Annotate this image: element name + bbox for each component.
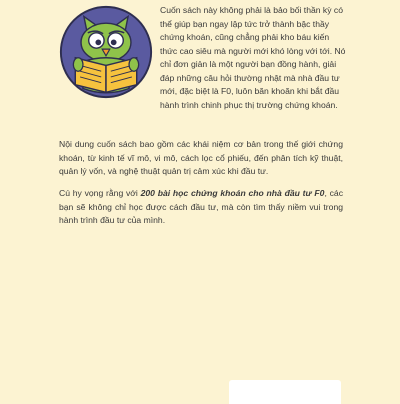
closing-paragraph [59, 187, 343, 228]
owl-reading-book-icon [58, 4, 154, 100]
content-paragraph: Nội dung cuốn sách bao gồm các khái niệm cơ bản trong thế giới chứng khoán, từ kinh tế vĩ mô, vi mô, cách lọc cổ phiếu, đến phân tích kỹ thuật, quản lý vốn, và nghệ thuật quản trị cảm xúc khi đầu tư. [59, 139, 343, 176]
intro-paragraph: Cuốn sách này không phải là bảo bối thần kỳ có thể giúp bạn ngay lập tức trở thành bậc thầy chứng khoán, cũng chẳng phải kho báu kiến thức cao siêu mà người mới khó lòng với tới. Nó chỉ đơn giản là một người bạn đồng hành, giải đáp những câu hỏi thường nhật mà nhà đầu tư mới, đặc biệt là F0, luôn băn khoăn khi bắt đầu hành trình chinh phục thị trường chứng khoán. [160, 5, 346, 110]
closing-text-start: Cú hy vọng rằng với [59, 188, 141, 198]
book-title-highlight: 200 bài học chứng khoán cho nhà đầu tư F0 [140, 188, 325, 198]
barcode-area [229, 380, 341, 404]
closing-text-end: , các bạn sẽ không chỉ học được cách đầu tư, mà còn tìm thấy niềm vui trong hành trình đầu tư của mình. [59, 188, 343, 225]
